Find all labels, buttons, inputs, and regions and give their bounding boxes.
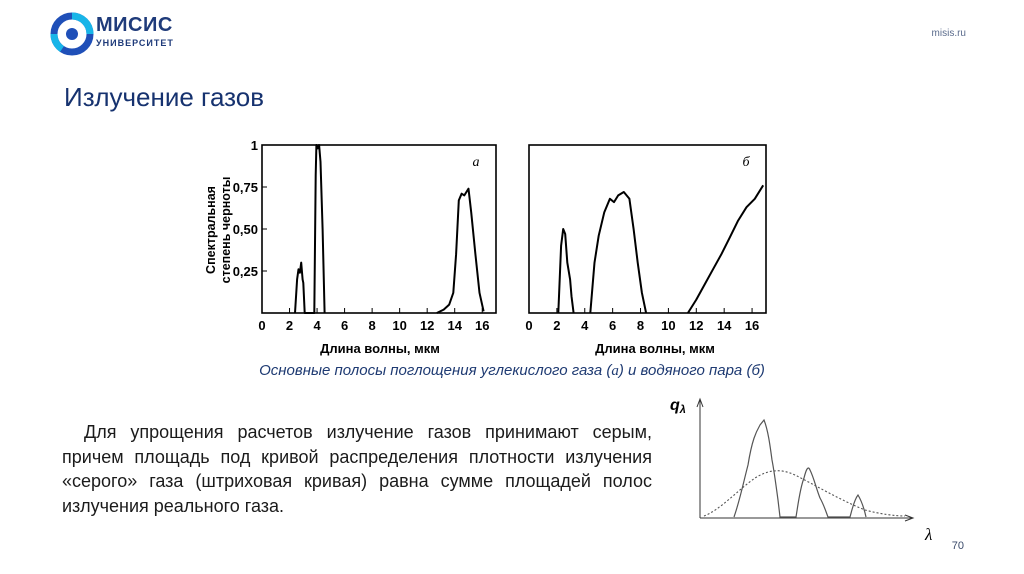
panel-a-series-co2-band-15: [437, 189, 484, 313]
caption-part-2: ) и водяного пара (б): [618, 362, 765, 379]
panel-b-xtick-label: 10: [661, 318, 676, 333]
page-number: 70: [951, 540, 964, 552]
panel-b-xtick-label: 8: [636, 318, 645, 333]
panel-a: [204, 138, 496, 356]
panel-b-xtick-label: 4: [581, 318, 589, 333]
panel-b-xtick-label: 2: [553, 318, 561, 333]
panel-a-xtick-label: 6: [340, 318, 349, 333]
panel-b-label: б: [742, 155, 750, 170]
panel-b-xlabel: Длина волны, мкм: [595, 341, 715, 356]
panel-a-series-co2-band-2.7-4.3: [295, 145, 325, 313]
panel-a-xlabel: Длина волны, мкм: [320, 341, 440, 356]
body-paragraph: Для упрощения расчетов излучение газов принимают серым, причем площадь под кривой распределения плотности излучения «серого» газа (штриховая кривая) равна сумме площадей полос излучения реального газа.: [62, 422, 652, 516]
panel-a-xtick-label: 14: [447, 318, 462, 333]
panel-a-ylabel-line2: степень черноты: [219, 176, 233, 284]
sketch-ylabel: [670, 397, 686, 416]
sketch-ylabel-q: q: [670, 397, 680, 414]
site-link[interactable]: misis.ru: [931, 28, 966, 39]
panel-a-ytick-label: 0,50: [232, 222, 258, 237]
panel-b-series-h2o-band-2.7: [558, 229, 573, 313]
caption-part-1: Основные полосы поглощения углекислого газа (: [259, 362, 612, 379]
panel-a-xtick-label: 0: [258, 318, 266, 333]
panel-a-xtick-label: 12: [419, 318, 435, 333]
panel-a-ytick-label: 0,75: [232, 180, 258, 195]
panel-b-series-h2o-rotational: [688, 185, 763, 313]
logo-subtitle: УНИВЕРСИТЕТ: [96, 38, 174, 48]
panel-b-frame: [529, 145, 766, 313]
page-title: Излучение газов: [64, 82, 265, 112]
figure-caption: [0, 362, 1024, 380]
logo-title: МИСИС: [96, 14, 173, 36]
grey-gas-sketch: [670, 397, 932, 544]
panel-a-xtick-label: 2: [285, 318, 294, 333]
sketch-ylabel-sub: λ: [679, 404, 686, 416]
panel-b: [525, 145, 766, 356]
panel-b-xtick-label: 12: [689, 318, 704, 333]
sketch-xlabel: λ: [925, 525, 933, 544]
panel-b-xtick-label: 6: [609, 318, 617, 333]
panel-a-ylabel-line1: Спектральная: [204, 186, 218, 274]
panel-a-ytick-label: 0,25: [232, 264, 258, 279]
panel-a-xtick-label: 8: [368, 318, 376, 333]
panel-b-series-h2o-band-6.3: [590, 192, 646, 313]
panel-a-xtick-label: 10: [392, 318, 407, 333]
panel-a-ytick-label: 1: [250, 138, 258, 153]
panel-b-xtick-label: 14: [716, 318, 732, 333]
sketch-real-gas-bands: [734, 420, 866, 517]
panel-a-xtick-label: 16: [475, 318, 490, 333]
panel-a-xtick-label: 4: [313, 318, 321, 333]
panel-b-xtick-label: 16: [744, 318, 760, 333]
panel-b-xtick-label: 0: [525, 318, 533, 333]
caption-letter-a: а: [611, 363, 619, 379]
panel-a-label: а: [472, 155, 480, 170]
